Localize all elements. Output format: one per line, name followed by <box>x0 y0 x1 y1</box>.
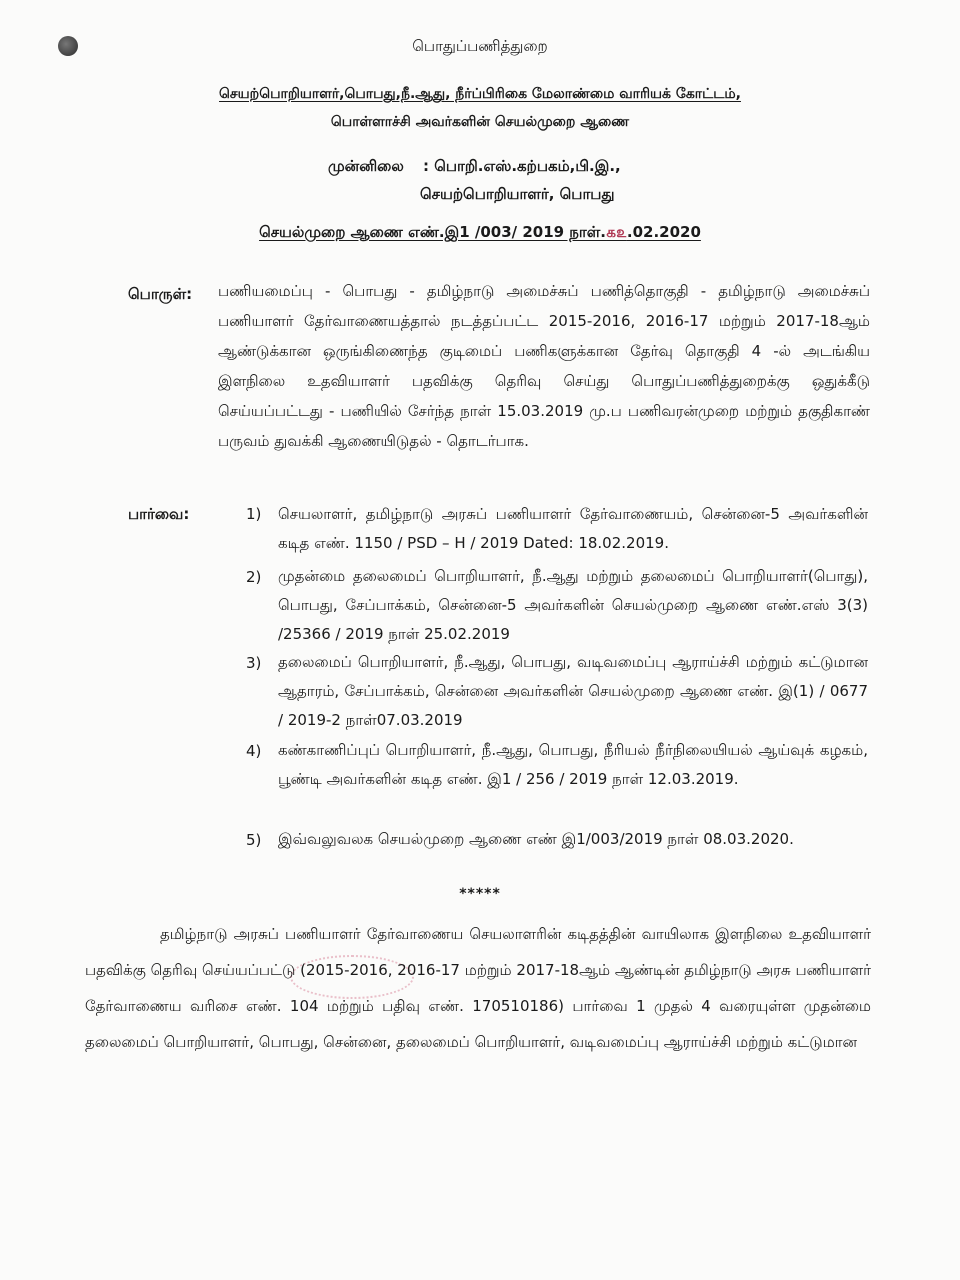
reference-number: 3) <box>246 654 262 672</box>
department-title: பொதுப்பணித்துறை <box>412 37 548 55</box>
reference-number: 1) <box>246 505 262 523</box>
presence-label: முன்னிலை <box>328 157 404 175</box>
reference-number: 2) <box>246 568 262 586</box>
references-label: பார்வை: <box>128 505 190 523</box>
reference-item: இவ்வலுவலக செயல்முறை ஆணை எண் இ1/003/2019 நாள் 08.03.2020. <box>278 830 794 848</box>
reference-item: கண்காணிப்புப் பொறியாளர், நீ.ஆது, பொபது, நீரியல் நீர்நிலையியல் ஆய்வுக் கழகம், பூண்டி அவர்களின் கடித எண். இ1 / 256 / 2019 நாள் 12.03.2019. <box>278 741 868 788</box>
office-line-2: பொள்ளாச்சி அவர்களின் செயல்முறை ஆணை <box>330 114 630 130</box>
presence-name: : பொறி.எஸ்.கற்பகம்,பி.இ., <box>423 157 621 175</box>
reference-number: 4) <box>246 742 262 760</box>
order-date: .02.2020 <box>626 223 701 241</box>
order-number: செயல்முறை ஆணை எண்.இ1 /003/ 2019 நாள். <box>259 223 607 241</box>
subject-label: பொருள்: <box>128 285 193 303</box>
body-paragraph: தமிழ்நாடு அரசுப் பணியாளர் தேர்வாணைய செயலாளரின் கடிதத்தின் வாயிலாக இளநிலை உதவியாளர் பதவிக்கு தெரிவு செய்யப்பட்டு (2015-2016, 2016-17 மற்றும் 2017-18ஆம் ஆண்டின் தமிழ்நாடு அரசு பணியாளர் தேர்வாணைய வரிசை எண். 104 மற்றும் பதிவு எண். 170510186) பார்வை 1 முதல் 4 வரையுள்ள முதன்மை தலைமைப் பொறியாளர், பொபது, சென்னை, தலைமைப் பொறியாளர், வடிவமைப்பு ஆராய்ச்சி மற்றும் கட்டுமான <box>85 925 871 1051</box>
subject-text: பணியமைப்பு - பொபது - தமிழ்நாடு அமைச்சுப் பணித்தொகுதி - தமிழ்நாடு அமைச்சுப் பணியாளர் தேர்வாணையத்தால் நடத்தப்பட்ட 2015-2016, 2016-17 மற்றும் 2017-18ஆம் ஆண்டுக்கான ஒருங்கிணைந்த குடிமைப் பணிகளுக்கான தேர்வு தொகுதி 4 -ல் அடங்கிய இளநிலை உதவியாளர் பதவிக்கு தெரிவு செய்து பொதுப்பணித்துறைக்கு ஒதுக்கீடு செய்யப்பட்டது - பணியில் சேர்ந்த நாள் 15.03.2019 மு.ப பணிவரன்முறை மற்றும் தகுதிகாண் பருவம் துவக்கி ஆணையிடுதல் - தொடர்பாக. <box>218 282 870 450</box>
order-number-line <box>0 222 960 242</box>
reference-item: முதன்மை தலைமைப் பொறியாளர், நீ.ஆது மற்றும் தலைமைப் பொறியாளர்(பொது), பொபது, சேப்பாக்கம், சென்னை-5 அவர்களின் செயல்முறை ஆணை எண்.எஸ் 3(3) /25366 / 2019 நாள் 25.02.2019 <box>278 567 868 643</box>
presence-title: செயற்பொறியாளர், பொபது <box>420 185 615 203</box>
reference-number: 5) <box>246 831 262 849</box>
reference-item: தலைமைப் பொறியாளர், நீ.ஆது, பொபது, வடிவமைப்பு ஆராய்ச்சி மற்றும் கட்டுமான ஆதாரம், சேப்பாக்கம், சென்னை அவர்களின் செயல்முறை ஆணை எண். இ(1) / 0677 / 2019-2 நாள்07.03.2019 <box>278 653 868 729</box>
reference-item: செயலாளர், தமிழ்நாடு அரசுப் பணியாளர் தேர்வாணையம், சென்னை-5 அவர்களின் கடித எண். 1150 / PSD – H / 2019 Dated: 18.02.2019. <box>278 505 868 552</box>
separator-stars: ***** <box>459 886 501 902</box>
office-line-1: செயற்பொறியாளர்,பொபது,நீ.ஆது, நீர்ப்பிரிகை மேலாண்மை வாரியக் கோட்டம், <box>219 86 741 102</box>
order-day: ௧௨ <box>606 223 627 241</box>
